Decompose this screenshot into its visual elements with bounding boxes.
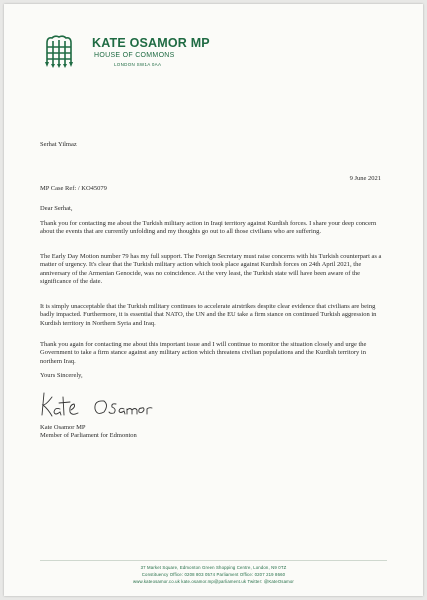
handwritten-signature: [38, 383, 158, 423]
signer-name: Kate Osamor MP: [40, 424, 86, 431]
letter-date: 9 June 2021: [349, 175, 381, 182]
paragraph-2: The Early Day Motion number 79 has my full support. The Foreign Secretary must raise concerns with his Turkish counterpart as a matter of urgency. It's clear that the Turkish military action which took place against Kurdish forces on 24th April 2021, the anniversary of the Armenian Genocide, was no coincidence. At the very least, the Turkish state will have been aware of the significance of the date.: [40, 253, 382, 285]
signature-block: [40, 424, 137, 441]
portcullis-icon: [44, 34, 74, 68]
signer-title: Member of Parliament for Edmonton: [40, 432, 137, 440]
paragraph-3: It is simply unacceptable that the Turkish military continues to accelerate airstrikes despite clear evidence that civilians are being badly impacted. Furthermore, it is essential that NATO, the UN and the EU take a firm stance on continued Turkish aggression in Kurdish territory in Northern Syria and Iraq.: [40, 303, 377, 327]
footer-contacts: www.kateosamor.co.uk kate.osamor.mp@parliament.uk Twitter: @KateOsamor: [133, 579, 294, 584]
letter-page: [4, 4, 423, 596]
letterhead-address: LONDON SW1A 0AA: [114, 62, 162, 67]
case-reference: MP Case Ref: / KO45079: [40, 185, 107, 192]
closing-line: Yours Sincerely,: [40, 372, 83, 379]
house-of-commons-label: HOUSE OF COMMONS: [94, 52, 175, 59]
footer-divider: [40, 560, 387, 561]
recipient-name: Serhat Yilmaz: [40, 141, 77, 148]
paragraph-1: Thank you for contacting me about the Turkish military action in Iraqi territory against Kurdish forces. I share your deep concern about the events that are currently unfolding and my thoughts go out to all those civilians who are suffering.: [40, 220, 377, 236]
footer-phones: Constituency Office: 0208 803 0574 Parliament Office: 0207 219 8660: [141, 572, 286, 577]
mp-name-heading: KATE OSAMOR MP: [92, 36, 210, 50]
salutation: Dear Serhat,: [40, 205, 73, 212]
paragraph-4: Thank you again for contacting me about this important issue and I will continue to monitor the situation closely and urge the Government to take a firm stance against any military action which threatens civilian populations and the Kurdish territory in northern Iraq.: [40, 341, 367, 365]
footer-address: 37 Market Square, Edmonton Green Shopping Centre, London, N9 0TZ: [140, 565, 287, 570]
